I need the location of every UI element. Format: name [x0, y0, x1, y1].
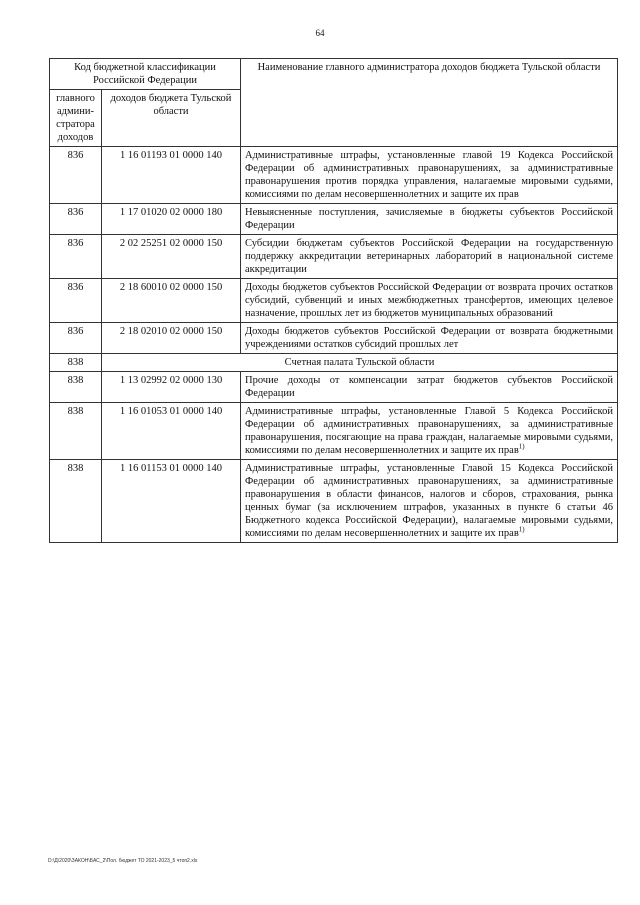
- income-name: Административные штрафы, установленные Главой 15 Кодекса Российской Федерации об административных правонарушениях, за административные правонарушения в области финансов, налогов и сборов, страхования, рынка ценных бумаг (за исключением штрафов, указанных в пункте 6 статьи 46 Бюджетного кодекса Российской Федерации), налагаемые мировыми судьями, комиссиями по делам несовершеннолетних и защите их прав$^{1)}$: [241, 460, 618, 543]
- footnote-mark: 1): [518, 525, 525, 534]
- table-row: [50, 147, 618, 204]
- section-title: Счетная палата Тульской области: [102, 354, 618, 372]
- income-code: 2 18 60010 02 0000 150: [102, 279, 241, 323]
- section-admin-code: 838: [50, 354, 102, 372]
- admin-code: 836: [50, 147, 102, 204]
- admin-code: 838: [50, 460, 102, 543]
- header-admin-column: главного админи-стратора доходов: [50, 90, 102, 147]
- admin-code: 836: [50, 323, 102, 354]
- table-row: [50, 235, 618, 279]
- income-code: 2 02 25251 02 0000 150: [102, 235, 241, 279]
- income-code: 1 16 01153 01 0000 140: [102, 460, 241, 543]
- file-path-footer: D:\Д\2020\ЗАКОН\БАС_2\Пол. бюджет ТО 2021-2023_5 чтоп2.xls: [48, 858, 198, 864]
- income-name: Доходы бюджетов субъектов Российской Федерации от возврата бюджетными учреждениями остатков субсидий прошлых лет: [241, 323, 618, 354]
- table-row: [50, 204, 618, 235]
- header-group-title: Код бюджетной классификации Российской Федерации: [50, 59, 241, 90]
- income-name: Административные штрафы, установленные главой 19 Кодекса Российской Федерации об административных правонарушениях, за административные правонарушения против порядка управления, налагаемые мировыми судьями, комиссиями по делам несовершеннолетних и защите их прав: [241, 147, 618, 204]
- admin-code: 836: [50, 279, 102, 323]
- income-code: 1 16 01193 01 0000 140: [102, 147, 241, 204]
- income-name: Субсидии бюджетам субъектов Российской Федерации на государственную поддержку аккредитации ветеринарных лабораторий в национальной системе аккредитации: [241, 235, 618, 279]
- income-name: Административные штрафы, установленные Главой 5 Кодекса Российской Федерации об административных правонарушениях, за административные правонарушения, посягающие на права граждан, налагаемые мировыми судьями, комиссиями по делам несовершеннолетних и защите их прав$^{1)}$: [241, 403, 618, 460]
- admin-code: 838: [50, 372, 102, 403]
- footnote-mark: 1): [518, 442, 525, 451]
- table-row: [50, 323, 618, 354]
- table-row: [50, 279, 618, 323]
- admin-code: 838: [50, 403, 102, 460]
- header-name-column: Наименование главного администратора доходов бюджета Тульской области: [241, 59, 618, 147]
- income-code: 1 13 02992 02 0000 130: [102, 372, 241, 403]
- table-row: [50, 460, 618, 543]
- income-name: Прочие доходы от компенсации затрат бюджетов субъектов Российской Федерации: [241, 372, 618, 403]
- admin-code: 836: [50, 235, 102, 279]
- table-row: [50, 403, 618, 460]
- income-name: Невыясненные поступления, зачисляемые в бюджеты субъектов Российской Федерации: [241, 204, 618, 235]
- header-income-column: доходов бюджета Тульской области: [102, 90, 241, 147]
- table-row: [50, 372, 618, 403]
- income-code: 1 16 01053 01 0000 140: [102, 403, 241, 460]
- income-name: Доходы бюджетов субъектов Российской Федерации от возврата прочих остатков субсидий, субвенций и иных межбюджетных трансфертов, имеющих целевое назначение, прошлых лет из бюджетов муниципальных образований: [241, 279, 618, 323]
- budget-classification-table: [49, 58, 618, 543]
- table-header-row: [50, 59, 618, 90]
- admin-code: 836: [50, 204, 102, 235]
- section-row: [50, 354, 618, 372]
- page-number: 64: [315, 28, 325, 38]
- income-code: 2 18 02010 02 0000 150: [102, 323, 241, 354]
- income-code: 1 17 01020 02 0000 180: [102, 204, 241, 235]
